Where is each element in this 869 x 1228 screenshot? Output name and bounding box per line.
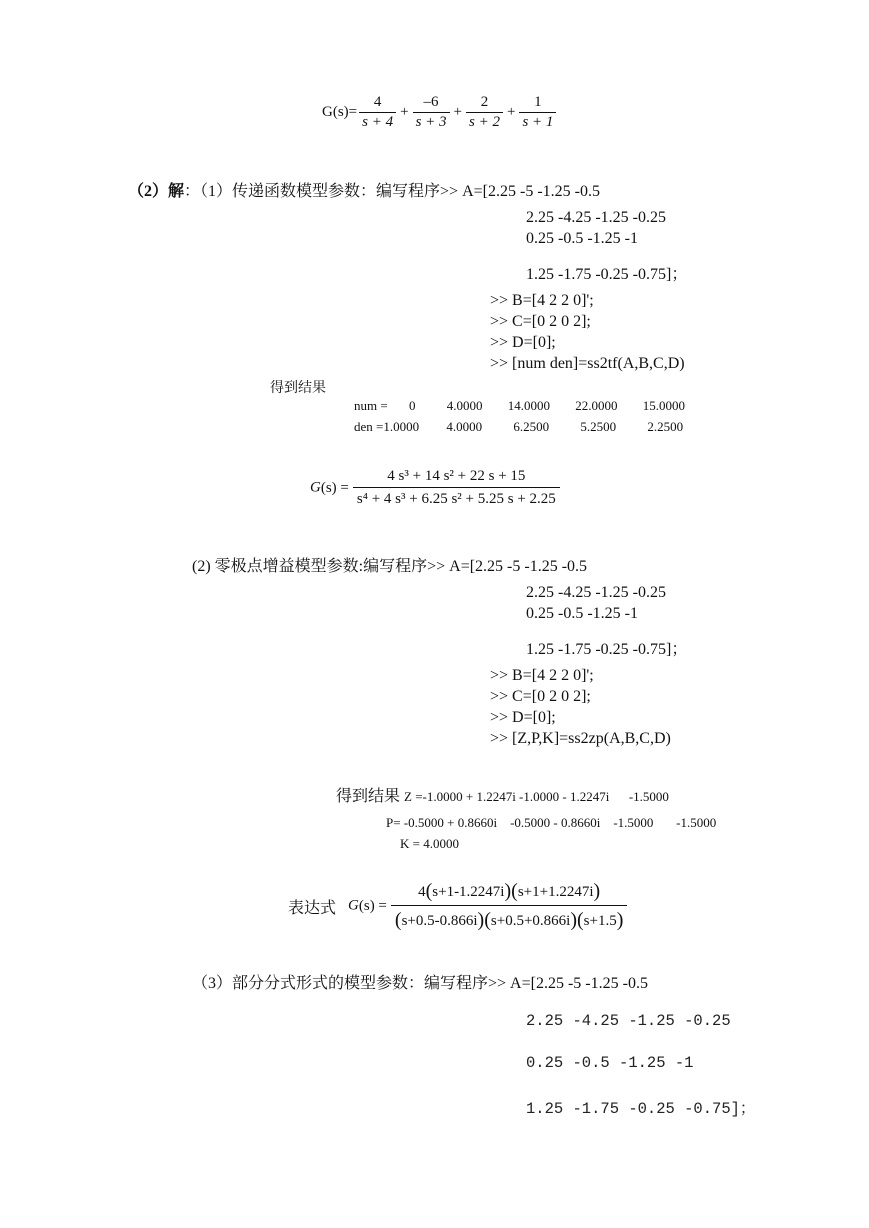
plus-sign: +	[400, 104, 409, 120]
zpk-result-p: P= -0.5000 + 0.8660i -0.5000 - 0.8660i -1.5000 -1.5000	[386, 815, 717, 830]
zpk-pole-factor: s+0.5-0.866i	[401, 913, 478, 929]
matrix-row: 2.25 -4.25 -1.25 -0.25	[526, 1012, 731, 1030]
num-value: 0	[408, 398, 416, 413]
command-line: >> [num den]=ss2tf(A,B,C,D)	[490, 355, 685, 372]
eq1-term-4-numerator: 1	[534, 94, 542, 110]
tf-lhs: G	[310, 479, 321, 496]
zpk-gain: 4	[418, 884, 426, 900]
num-value: 14.0000	[507, 398, 550, 413]
eq1-term-3-denominator: s + 2	[466, 112, 503, 131]
tf-fraction	[353, 468, 560, 508]
section-zpk-heading: (2) 零极点增益模型参数:编写程序>> A=[2.25 -5 -1.25 -0.5	[192, 558, 588, 575]
command-line: >> B=[4 2 2 0]';	[490, 292, 594, 309]
expression-label: 表达式	[288, 899, 337, 917]
matrix-row: 0.25 -0.5 -1.25 -1	[526, 1054, 694, 1072]
tf-denominator: s⁴ + 4 s³ + 6.25 s² + 5.25 s + 2.25	[353, 487, 560, 508]
matrix-row: 2.25 -4.25 -1.25 -0.25	[526, 209, 666, 226]
num-value: 22.0000	[575, 398, 618, 413]
eq1-term-1-numerator: 4	[373, 94, 382, 110]
num-value: 4.0000	[446, 398, 483, 413]
matrix-row: 1.25 -1.75 -0.25 -0.75]；	[526, 266, 688, 283]
zpk-lhs: G	[348, 897, 359, 914]
tf-lhs-arg: (s) =	[320, 479, 349, 496]
eq1-term-3-numerator: 2	[480, 94, 489, 110]
partial-fraction-equation	[322, 94, 558, 131]
tf-numerator: 4 s³ + 14 s² + 22 s + 15	[387, 468, 526, 484]
zpk-expression	[288, 880, 627, 932]
matrix-row: 0.25 -0.5 -1.25 -1	[526, 605, 638, 622]
zpk-pole-factor: s+0.5+0.866i	[490, 913, 571, 929]
eq1-term-3	[466, 94, 503, 131]
matrix-row: 1.25 -1.75 -0.25 -0.75]；	[526, 641, 688, 658]
num-value: 15.0000	[642, 398, 685, 413]
command-line: >> C=[0 2 0 2];	[490, 688, 591, 705]
den-value: 1.0000	[383, 419, 420, 434]
section-2-heading-text: ：（1）传递函数模型参数：编写程序>> A=[2.25 -5 -1.25 -0.5	[184, 183, 600, 200]
eq1-term-2-denominator: s + 3	[413, 112, 450, 131]
zpk-pole-factor: s+1.5	[583, 913, 617, 929]
command-line: >> D=[0];	[490, 334, 556, 351]
section-2-number: （2）	[128, 183, 169, 200]
plus-sign: +	[453, 104, 462, 120]
plus-sign: +	[506, 104, 516, 120]
section-2-solve-label: 解	[168, 183, 185, 200]
den-result-row	[354, 419, 683, 435]
transfer-function-equation	[310, 468, 560, 508]
zpk-zero-factor: s+1-1.2247i	[432, 884, 505, 900]
eq1-term-1	[359, 94, 396, 131]
section-2-heading	[128, 178, 600, 201]
den-label: den =	[354, 419, 384, 434]
zpk-result-k: K = 4.0000	[400, 836, 459, 851]
eq1-term-2	[413, 94, 450, 131]
result-label: 得到结果	[336, 788, 401, 805]
command-line: >> D=[0];	[490, 709, 556, 726]
command-line: >> C=[0 2 0 2];	[490, 313, 591, 330]
den-value: 2.2500	[647, 419, 684, 434]
num-result-row	[354, 398, 685, 414]
eq1-term-4	[519, 94, 556, 131]
section-3-heading-text: （3）部分分式形式的模型参数：编写程序>> A=[2.25 -5 -1.25 -0.5	[192, 975, 648, 992]
section-3-heading	[192, 970, 648, 993]
matrix-row: 0.25 -0.5 -1.25 -1	[526, 230, 638, 247]
command-line: >> [Z,P,K]=ss2zp(A,B,C,D)	[490, 730, 671, 747]
zpk-result-z	[336, 783, 669, 806]
result-label: 得到结果	[270, 381, 326, 396]
zpk-fraction	[391, 880, 627, 932]
zpk-numerator: 4(s+1-1.2247i)(s+1+1.2247i)	[418, 880, 601, 902]
eq1-lhs: G(s)=	[322, 104, 358, 120]
matrix-row: 1.25 -1.75 -0.25 -0.75]；	[526, 1100, 756, 1118]
matrix-row: 2.25 -4.25 -1.25 -0.25	[526, 584, 666, 601]
zpk-lhs-arg: (s) =	[358, 897, 387, 914]
zpk-denominator: (s+0.5-0.866i)(s+0.5+0.866i)(s+1.5)	[391, 905, 627, 932]
den-value: 6.2500	[513, 419, 550, 434]
z-values: Z =-1.0000 + 1.2247i -1.0000 - 1.2247i -1.5000	[404, 789, 669, 804]
den-value: 4.0000	[446, 419, 483, 434]
eq1-term-1-denominator: s + 4	[359, 112, 396, 131]
zpk-zero-factor: s+1+1.2247i	[517, 884, 594, 900]
num-label: num =	[354, 398, 388, 413]
eq1-term-2-numerator: –6	[423, 94, 439, 110]
den-value: 5.2500	[580, 419, 617, 434]
command-line: >> B=[4 2 2 0]';	[490, 667, 594, 684]
eq1-term-4-denominator: s + 1	[519, 112, 556, 131]
